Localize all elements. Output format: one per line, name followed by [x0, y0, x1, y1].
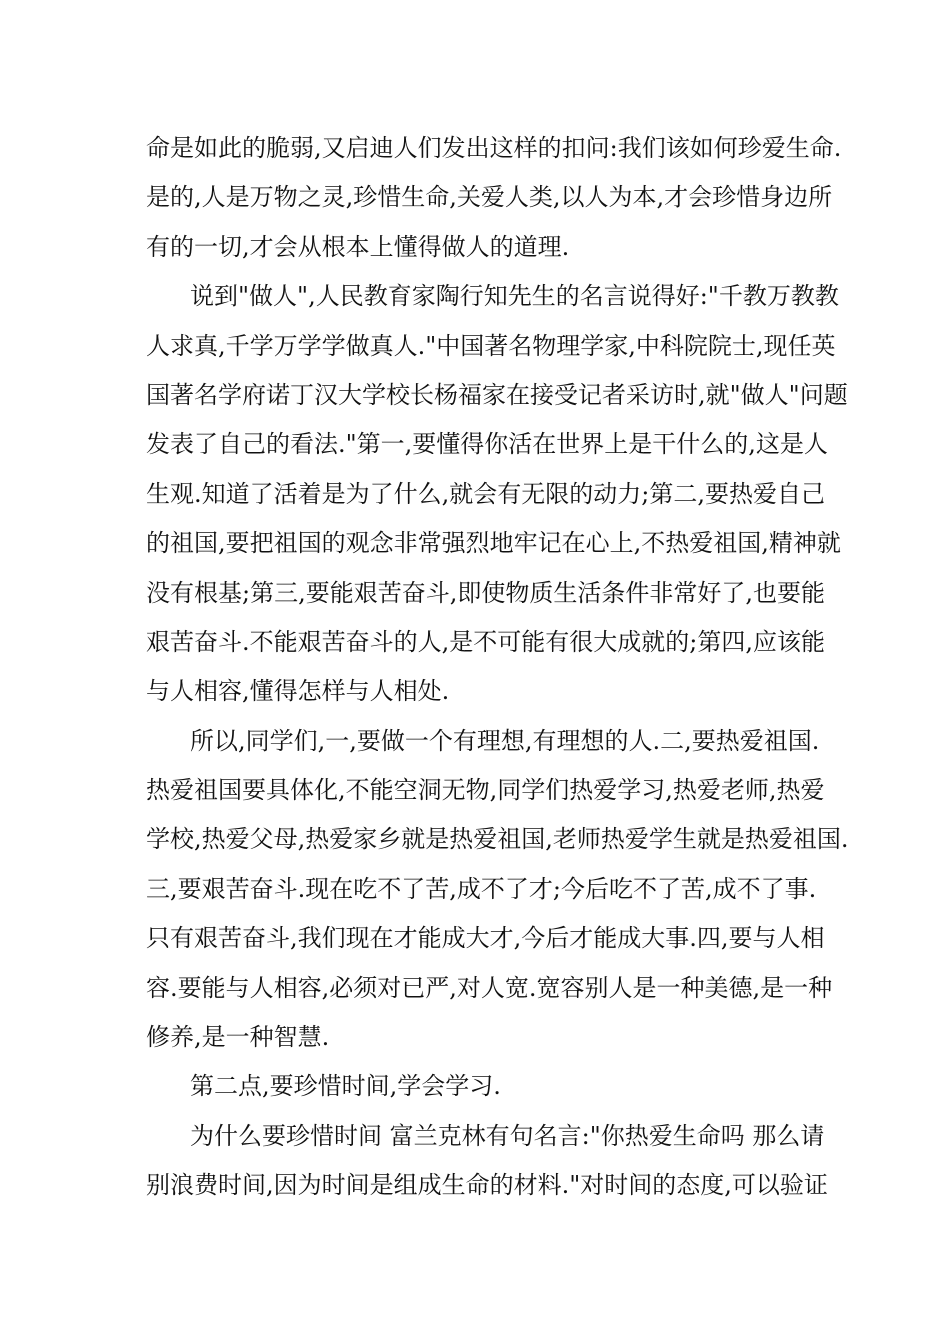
text-line: 艰苦奋斗.不能艰苦奋斗的人,是不可能有很大成就的;第四,应该能	[146, 627, 825, 656]
text-line: 是的,人是万物之灵,珍惜生命,关爱人类,以人为本,才会珍惜身边所	[146, 183, 833, 212]
text-line: 的祖国,要把祖国的观念非常强烈地牢记在心上,不热爱祖国,精神就	[146, 529, 841, 558]
text-line: 与人相容,懂得怎样与人相处.	[146, 677, 450, 706]
paragraph-start-line: 说到"做人",人民教育家陶行知先生的名言说得好:"千教万教教	[190, 282, 839, 311]
text-line: 修养,是一种智慧.	[146, 1023, 330, 1052]
text-line: 有的一切,才会从根本上懂得做人的道理.	[146, 232, 570, 261]
text-line: 发表了自己的看法."第一,要懂得你活在世界上是干什么的,这是人	[146, 430, 828, 459]
text-line: 热爱祖国要具体化,不能空洞无物,同学们热爱学习,热爱老师,热爱	[146, 776, 825, 805]
text-line: 生观.知道了活着是为了什么,就会有无限的动力;第二,要热爱自己	[146, 479, 825, 508]
text-line: 只有艰苦奋斗,我们现在才能成大才,今后才能成大事.四,要与人相	[146, 924, 825, 953]
text-line: 国著名学府诺丁汉大学校长杨福家在接受记者采访时,就"做人"问题	[146, 380, 848, 409]
text-line: 学校,热爱父母,热爱家乡就是热爱祖国,老师热爱学生就是热爱祖国.	[146, 825, 849, 854]
body-text	[146, 124, 849, 1211]
text-line: 没有根基;第三,要能艰苦奋斗,即使物质生活条件非常好了,也要能	[146, 578, 825, 607]
text-line: 三,要艰苦奋斗.现在吃不了苦,成不了才;今后吃不了苦,成不了事.	[146, 874, 817, 903]
paragraph-start-line: 所以,同学们,一,要做一个有理想,有理想的人.二,要热爱祖国.	[190, 726, 820, 755]
text-line: 容.要能与人相容,必须对已严,对人宽.宽容别人是一种美德,是一种	[146, 973, 833, 1002]
section-heading-line: 第二点,要珍惜时间,学会学习.	[190, 1072, 501, 1101]
paragraph-start-line: 为什么要珍惜时间 富兰克林有句名言:"你热爱生命吗 那么请	[190, 1121, 825, 1150]
text-line: 人求真,千学万学学做真人."中国著名物理学家,中科院院士,现任英	[146, 331, 836, 360]
text-line: 别浪费时间,因为时间是组成生命的材料."对时间的态度,可以验证	[146, 1171, 828, 1200]
text-line: 命是如此的脆弱,又启迪人们发出这样的扣问:我们该如何珍爱生命.	[146, 134, 842, 162]
